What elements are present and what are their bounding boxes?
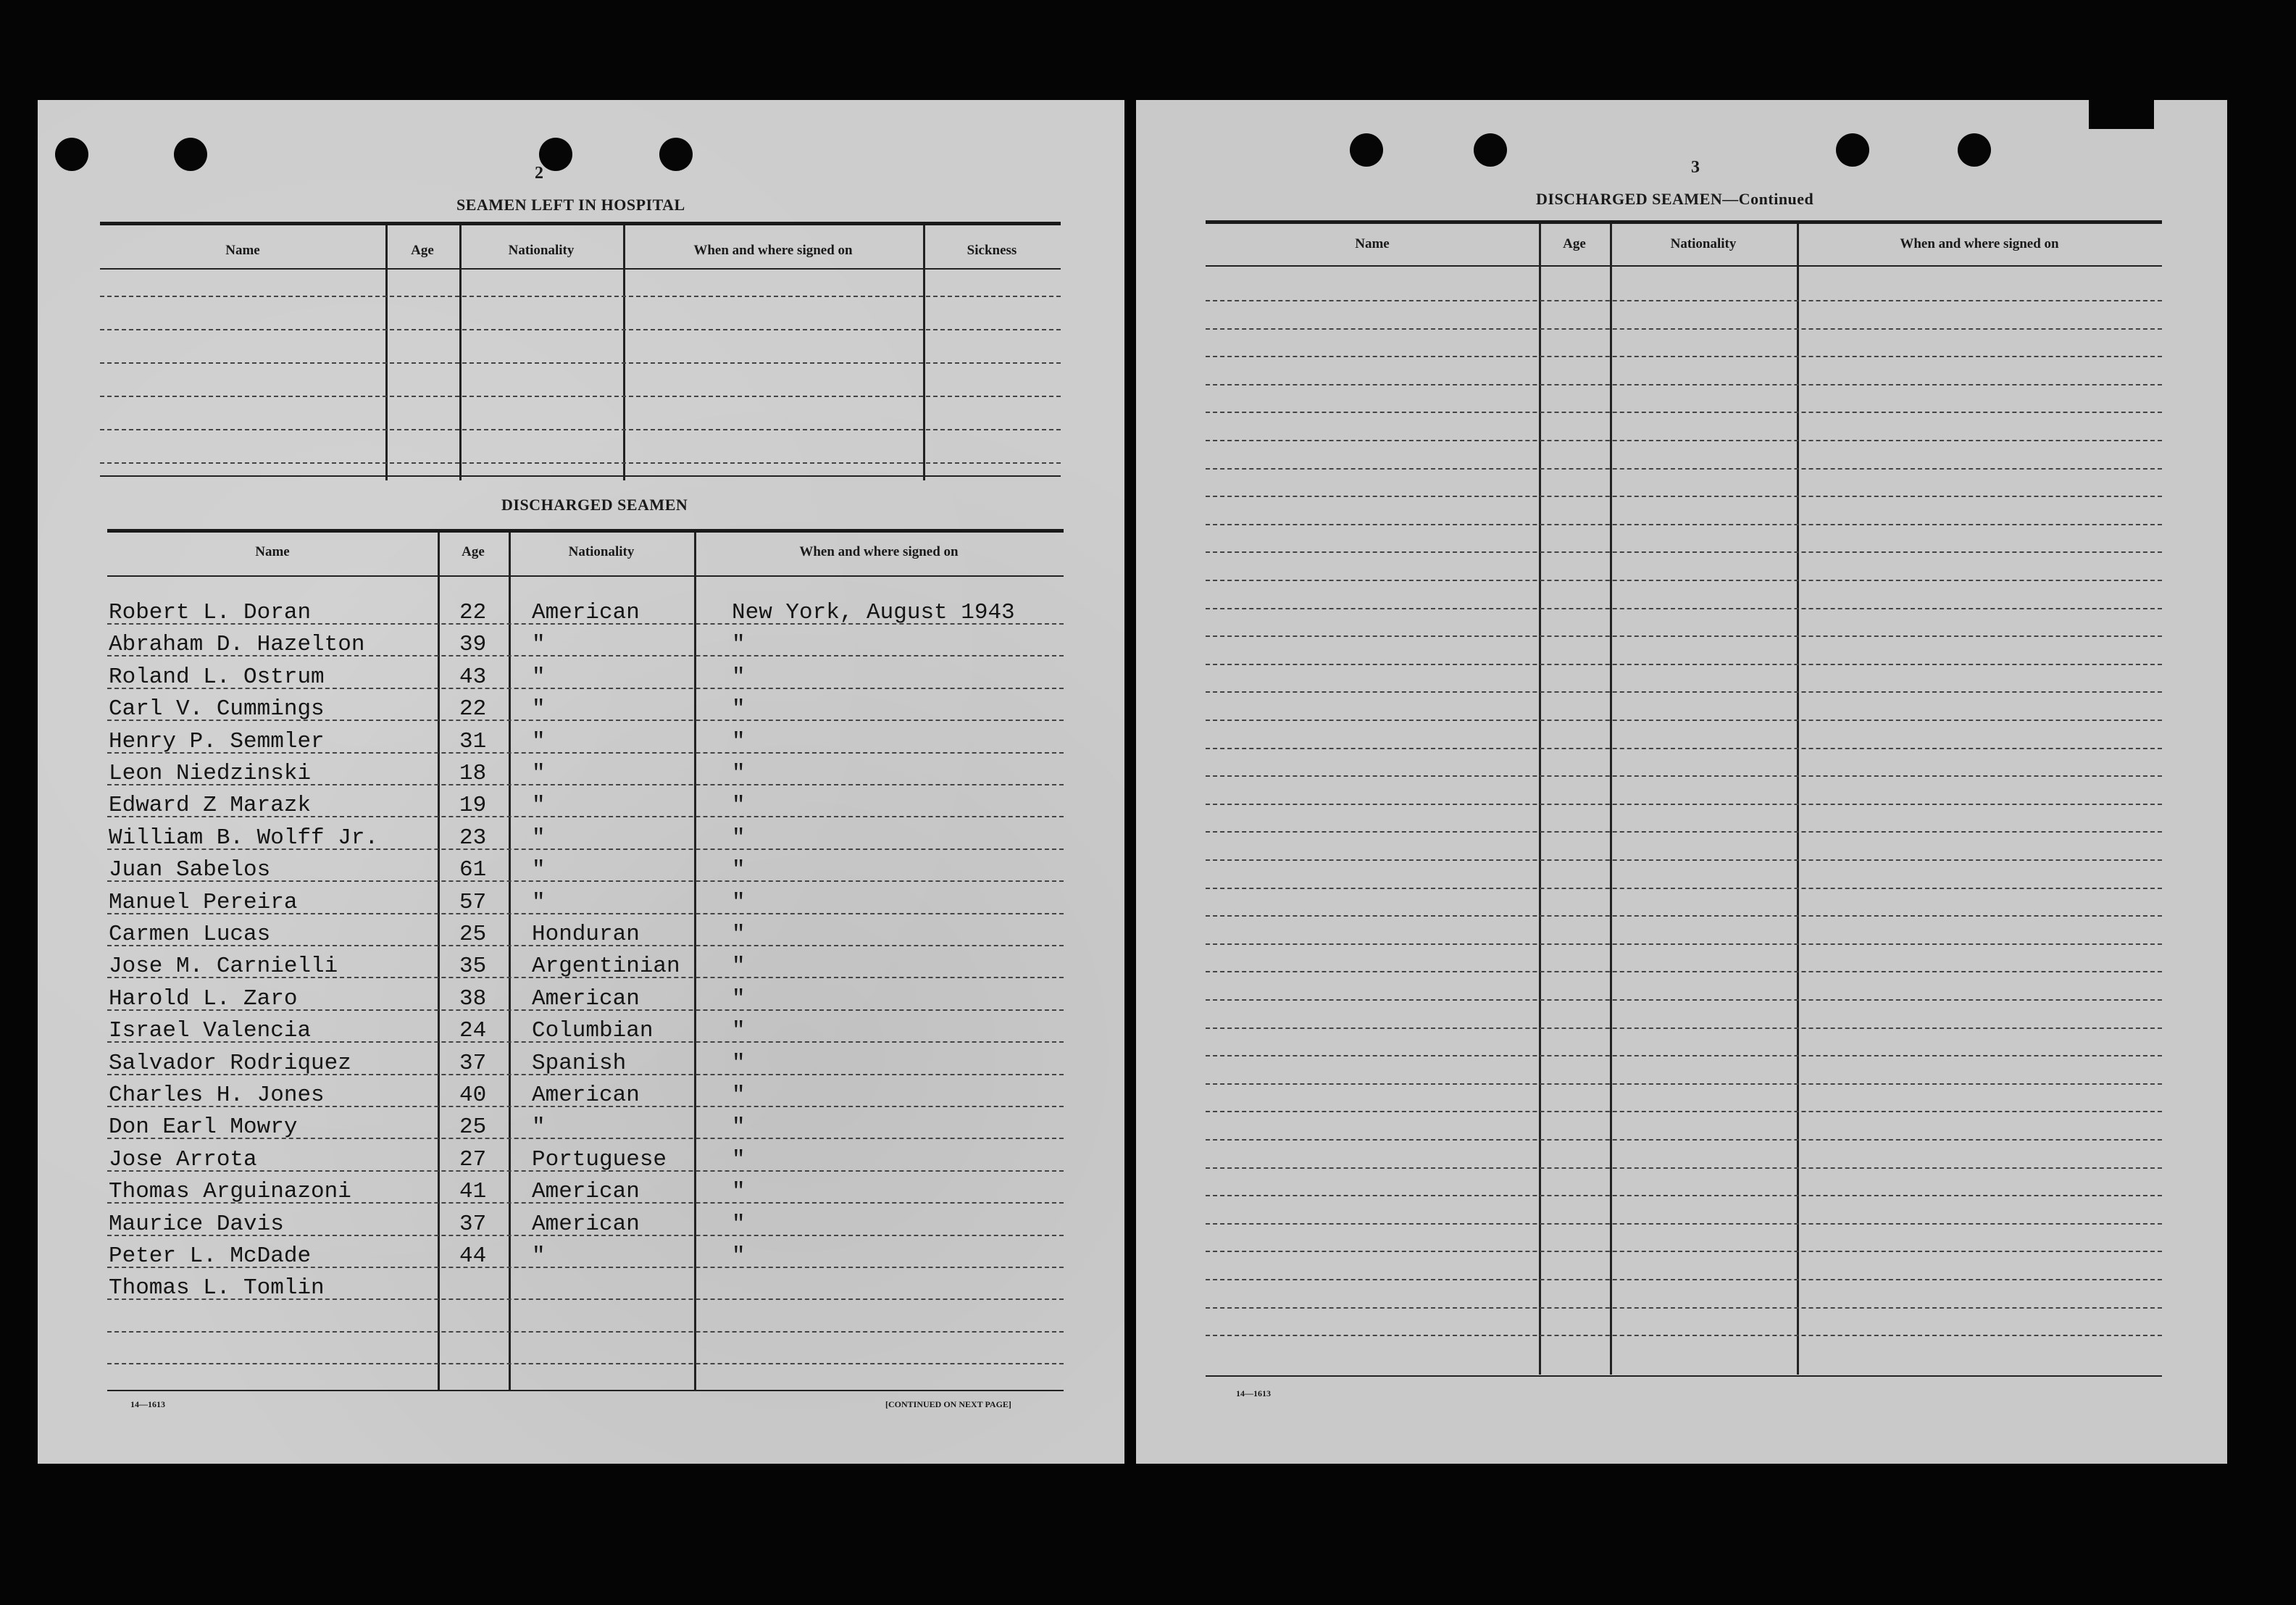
seaman-age: 18 <box>459 761 487 786</box>
row-line <box>1206 384 2162 385</box>
row-line <box>1206 356 2162 357</box>
seaman-signed-on: " <box>732 793 746 819</box>
column-divider <box>1610 224 1612 1375</box>
seaman-name: Peter L. McDade <box>109 1243 312 1269</box>
seaman-signed-on: New York, August 1943 <box>732 600 1015 625</box>
seaman-age: 37 <box>459 1050 487 1076</box>
seaman-signed-on: " <box>732 1211 746 1237</box>
seaman-name: Robert L. Doran <box>109 600 312 625</box>
row-line <box>100 362 1061 364</box>
column-header: Age <box>1563 236 1586 251</box>
seaman-age: 25 <box>459 922 487 947</box>
seaman-name: Carmen Lucas <box>109 922 271 947</box>
seaman-nationality: " <box>532 889 546 915</box>
seaman-nationality: " <box>532 728 546 754</box>
seaman-nationality: " <box>532 761 546 786</box>
row-line <box>1206 748 2162 749</box>
punch-hole <box>539 138 572 171</box>
seaman-signed-on: " <box>732 1018 746 1044</box>
seaman-name: Carl V. Cummings <box>109 696 325 722</box>
table-top-rule <box>100 222 1061 225</box>
seaman-age: 44 <box>459 1243 487 1269</box>
row-line <box>1206 664 2162 665</box>
row-line <box>1206 1307 2162 1309</box>
seaman-signed-on: " <box>732 761 746 786</box>
seaman-nationality: American <box>532 985 640 1012</box>
row-line <box>1206 720 2162 721</box>
seaman-nationality: Columbian <box>532 1018 654 1044</box>
seaman-signed-on: " <box>732 954 746 980</box>
seaman-signed-on: " <box>732 857 746 883</box>
row-line <box>100 396 1061 397</box>
seaman-name: Juan Sabelos <box>109 857 271 883</box>
discharged-section-title: DISCHARGED SEAMEN <box>501 496 688 514</box>
table-top-rule <box>107 529 1064 533</box>
row-line <box>1206 775 2162 777</box>
column-header: Nationality <box>1670 236 1737 251</box>
seaman-name: Roland L. Ostrum <box>109 664 325 690</box>
punch-hole <box>174 138 207 171</box>
seaman-nationality: American <box>532 1083 640 1108</box>
seaman-name: Jose M. Carnielli <box>109 954 338 980</box>
seaman-name: Edward Z Marazk <box>109 793 312 819</box>
row-line <box>1206 888 2162 889</box>
seaman-signed-on: " <box>732 1050 746 1076</box>
right-page <box>1136 100 2227 1464</box>
seaman-nationality: " <box>532 632 546 658</box>
column-header: Name <box>255 544 290 559</box>
row-line <box>1206 1195 2162 1196</box>
row-line <box>1206 1139 2162 1141</box>
seaman-nationality: Argentinian <box>532 954 680 980</box>
row-line <box>1206 1027 2162 1029</box>
punch-hole <box>1958 133 1991 167</box>
seaman-age: 27 <box>459 1146 487 1172</box>
seaman-name: Abraham D. Hazelton <box>109 632 365 658</box>
seaman-name: Thomas L. Tomlin <box>109 1275 325 1301</box>
seaman-age: 61 <box>459 857 487 883</box>
row-line <box>1206 1111 2162 1112</box>
seaman-name: Charles H. Jones <box>109 1083 325 1108</box>
form-number: 14—1613 <box>1236 1388 1271 1398</box>
seaman-age: 25 <box>459 1114 487 1141</box>
punch-hole <box>659 138 693 171</box>
row-line <box>1206 971 2162 972</box>
seaman-signed-on: " <box>732 922 746 947</box>
seaman-nationality: " <box>532 793 546 819</box>
seaman-name: Don Earl Mowry <box>109 1114 298 1141</box>
form-number: 14—1613 <box>130 1399 165 1409</box>
seaman-nationality: " <box>532 696 546 722</box>
row-line <box>1206 328 2162 330</box>
column-divider <box>923 225 925 480</box>
page-number: 3 <box>1691 158 1700 177</box>
seaman-name: Israel Valencia <box>109 1018 312 1044</box>
seaman-signed-on: " <box>732 1083 746 1108</box>
seaman-nationality: Honduran <box>532 922 640 947</box>
header-rule <box>1206 265 2162 267</box>
seaman-signed-on: " <box>732 985 746 1012</box>
column-divider <box>385 225 388 480</box>
column-divider <box>438 533 440 1391</box>
seaman-name: Jose Arrota <box>109 1146 257 1172</box>
column-divider <box>694 533 696 1391</box>
seaman-signed-on: " <box>732 825 746 851</box>
row-line <box>1206 440 2162 441</box>
row-line <box>1206 859 2162 861</box>
row-line <box>1206 1055 2162 1056</box>
table-top-rule <box>1206 220 2162 224</box>
seaman-name: Salvador Rodriquez <box>109 1050 351 1076</box>
seaman-name: Harold L. Zaro <box>109 985 298 1012</box>
column-header: Nationality <box>508 243 575 258</box>
seaman-age: 37 <box>459 1211 487 1237</box>
column-divider <box>1539 224 1541 1375</box>
paper-tab <box>2089 100 2154 129</box>
row-line <box>1206 831 2162 833</box>
seaman-signed-on: " <box>732 1179 746 1205</box>
row-line <box>1206 915 2162 917</box>
row-line <box>100 429 1061 430</box>
seaman-name: Manuel Pereira <box>109 889 298 915</box>
column-header: Nationality <box>568 544 635 559</box>
table-bottom-rule <box>1206 1375 2162 1377</box>
row-line <box>1206 551 2162 553</box>
punch-hole <box>1836 133 1869 167</box>
hospital-section-title: SEAMEN LEFT IN HOSPITAL <box>456 196 685 214</box>
row-line <box>107 1331 1064 1333</box>
column-header: Age <box>411 243 434 258</box>
seaman-age: 19 <box>459 793 487 819</box>
seaman-nationality: " <box>532 825 546 851</box>
seaman-signed-on: " <box>732 728 746 754</box>
row-line <box>100 329 1061 330</box>
seaman-signed-on: " <box>732 889 746 915</box>
row-line <box>1206 1335 2162 1336</box>
column-header: Name <box>225 243 260 258</box>
row-line <box>1206 1251 2162 1252</box>
seaman-nationality: " <box>532 1243 546 1269</box>
column-divider <box>459 225 462 480</box>
row-line <box>1206 999 2162 1001</box>
column-header: When and where signed on <box>693 243 853 258</box>
column-header: When and where signed on <box>799 544 959 559</box>
row-line <box>1206 691 2162 693</box>
header-rule <box>107 575 1064 577</box>
seaman-age: 31 <box>459 728 487 754</box>
seaman-nationality: " <box>532 664 546 690</box>
row-line <box>1206 412 2162 413</box>
row-line <box>1206 943 2162 945</box>
continued-section-title: DISCHARGED SEAMEN—Continued <box>1536 190 1814 208</box>
seaman-age: 35 <box>459 954 487 980</box>
seaman-age: 23 <box>459 825 487 851</box>
seaman-name: Henry P. Semmler <box>109 728 325 754</box>
row-line <box>1206 524 2162 525</box>
seaman-nationality: Portuguese <box>532 1146 667 1172</box>
seaman-name: Leon Niedzinski <box>109 761 312 786</box>
row-line <box>1206 1167 2162 1169</box>
seaman-age: 22 <box>459 600 487 625</box>
seaman-age: 41 <box>459 1179 487 1205</box>
column-divider <box>509 533 511 1391</box>
seaman-age: 43 <box>459 664 487 690</box>
seaman-signed-on: " <box>732 664 746 690</box>
punch-hole <box>1474 133 1507 167</box>
continued-note: [CONTINUED ON NEXT PAGE] <box>885 1399 1011 1409</box>
seaman-age: 24 <box>459 1018 487 1044</box>
seaman-nationality: " <box>532 1114 546 1141</box>
column-divider <box>623 225 625 480</box>
row-line <box>1206 496 2162 497</box>
row-line <box>100 296 1061 297</box>
row-line <box>1206 468 2162 470</box>
row-line <box>1206 300 2162 301</box>
row-line <box>1206 635 2162 637</box>
seaman-nationality: American <box>532 1179 640 1205</box>
seaman-nationality: American <box>532 1211 640 1237</box>
header-rule <box>100 268 1061 270</box>
row-line <box>1206 804 2162 805</box>
seaman-nationality: American <box>532 600 640 625</box>
column-divider <box>1797 224 1799 1375</box>
punch-hole <box>1350 133 1383 167</box>
seaman-name: Maurice Davis <box>109 1211 284 1237</box>
seaman-signed-on: " <box>732 696 746 722</box>
table-bottom-rule <box>107 1390 1064 1391</box>
row-line <box>100 462 1061 464</box>
row-line <box>1206 1223 2162 1225</box>
seaman-signed-on: " <box>732 1146 746 1172</box>
column-header: Sickness <box>967 243 1017 258</box>
row-line <box>107 1363 1064 1364</box>
punch-hole <box>55 138 88 171</box>
seaman-name: William B. Wolff Jr. <box>109 825 379 851</box>
seaman-signed-on: " <box>732 632 746 658</box>
seaman-age: 39 <box>459 632 487 658</box>
column-header: Age <box>462 544 485 559</box>
column-header: Name <box>1355 236 1390 251</box>
seaman-name: Thomas Arguinazoni <box>109 1179 351 1205</box>
seaman-age: 38 <box>459 985 487 1012</box>
column-header: When and where signed on <box>1900 236 2059 251</box>
seaman-nationality: Spanish <box>532 1050 627 1076</box>
row-line <box>1206 1083 2162 1085</box>
left-page <box>38 100 1124 1464</box>
table-bottom-rule <box>100 475 1061 477</box>
page-number: 2 <box>535 164 543 183</box>
seaman-age: 57 <box>459 889 487 915</box>
seaman-age: 40 <box>459 1083 487 1108</box>
seaman-signed-on: " <box>732 1114 746 1141</box>
row-line <box>1206 580 2162 581</box>
row-line <box>1206 608 2162 609</box>
seaman-nationality: " <box>532 857 546 883</box>
seaman-age: 22 <box>459 696 487 722</box>
row-line <box>1206 1279 2162 1280</box>
seaman-signed-on: " <box>732 1243 746 1269</box>
